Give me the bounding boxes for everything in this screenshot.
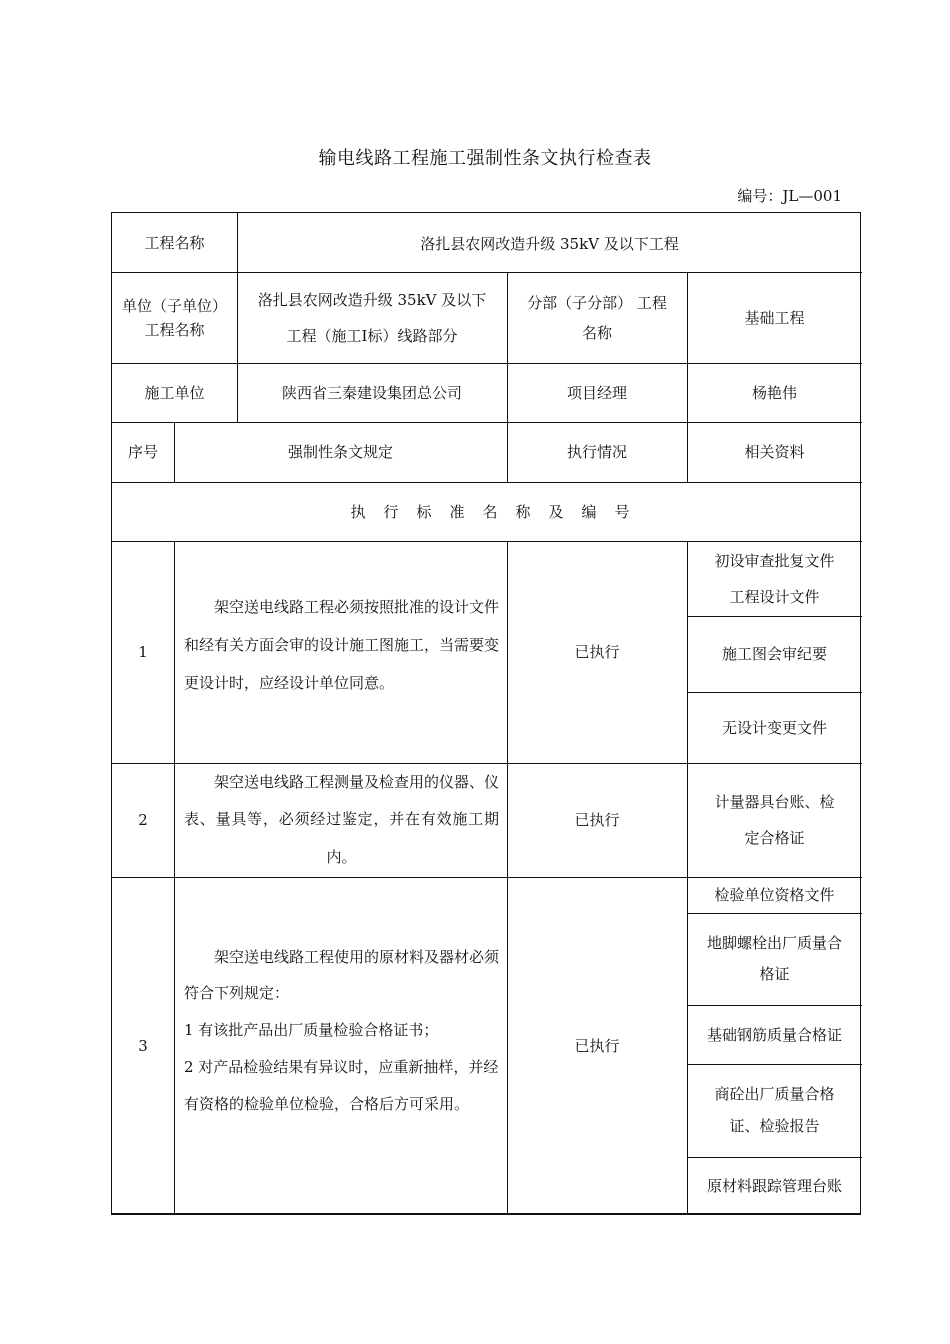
unit-label bbox=[112, 272, 237, 363]
row2-doc-1: 计量器具台账、检定合格证 bbox=[714, 793, 835, 847]
row2-rule-text: 架空送电线路工程测量及检查用的仪器、仪表、量具等，必须经过鉴定，并在有效施工期内。 bbox=[184, 772, 500, 866]
row3-rule-intro: 架空送电线路工程使用的原材料及器材必须符合下列规定： bbox=[184, 947, 500, 1003]
project-name-label: 工程名称 bbox=[144, 234, 205, 252]
row3-rule-item1: 1 有该批产品出厂质量检验合格证书； bbox=[184, 1021, 439, 1040]
row3-status: 已执行 bbox=[574, 1036, 620, 1055]
inspection-table bbox=[111, 212, 861, 1215]
unit-value-line2: 工程（施工Ⅰ标）线路部分 bbox=[286, 326, 458, 345]
row2-seq: 2 bbox=[138, 811, 148, 829]
subproject-label bbox=[507, 272, 687, 363]
subproject-label-line2: 名称 bbox=[581, 323, 612, 342]
row3-doc-3: 基础钢筋质量合格证 bbox=[706, 1025, 842, 1044]
project-name-value: 洛扎县农网改造升级 35kV 及以下工程 bbox=[420, 235, 679, 253]
standard-name-row: 执行标准名称及编号 bbox=[350, 502, 648, 521]
subproject-label-line1: 分部（子分部） 工程 bbox=[527, 293, 667, 312]
row3-rule bbox=[174, 877, 507, 1214]
row3-rule-item2: 2 对产品检验结果有异议时，应重新抽样，并经有资格的检验单位检验，合格后方可采用。 bbox=[184, 1057, 499, 1113]
row1-doc-4: 无设计变更文件 bbox=[721, 718, 827, 737]
pm-label: 项目经理 bbox=[566, 383, 627, 402]
page-title: 输电线路工程施工强制性条文执行检查表 bbox=[318, 148, 652, 169]
row1-rule-text: 架空送电线路工程必须按照批准的设计文件和经有关方面会审的设计施工图施工，当需要变更设计时，应经设计单位同意。 bbox=[184, 597, 500, 693]
row3-doc-1: 检验单位资格文件 bbox=[714, 886, 835, 904]
col-header-seq: 序号 bbox=[127, 443, 158, 461]
contractor-label: 施工单位 bbox=[144, 383, 205, 402]
row3-doc-4: 商砼出厂质量合格证、检验报告 bbox=[714, 1085, 835, 1135]
row1-rule bbox=[174, 541, 507, 763]
row1-status: 已执行 bbox=[574, 643, 620, 661]
row1-doc-2: 工程设计文件 bbox=[729, 587, 820, 606]
col-header-docs: 相关资料 bbox=[744, 443, 805, 461]
row2-rule bbox=[174, 763, 507, 877]
document-number: 编号：JL—001 bbox=[737, 187, 842, 205]
col-header-rule: 强制性条文规定 bbox=[287, 443, 393, 461]
row2-status: 已执行 bbox=[574, 811, 620, 829]
row1-doc-1: 初设审查批复文件 bbox=[714, 551, 835, 570]
unit-value bbox=[237, 272, 507, 363]
row3-doc-2: 地脚螺栓出厂质量合格证 bbox=[706, 933, 842, 983]
row3-seq: 3 bbox=[138, 1036, 148, 1055]
row1-seq: 1 bbox=[138, 643, 148, 661]
contractor-value: 陕西省三秦建设集团总公司 bbox=[281, 383, 462, 402]
row1-doc-3: 施工图会审纪要 bbox=[721, 645, 827, 663]
subproject-value: 基础工程 bbox=[744, 308, 805, 327]
unit-label-line1: 单位（子单位） bbox=[121, 296, 227, 315]
col-header-status: 执行情况 bbox=[566, 443, 627, 461]
row1-doc-design bbox=[687, 541, 862, 616]
unit-label-line2: 工程名称 bbox=[144, 320, 205, 339]
pm-value: 杨艳伟 bbox=[751, 383, 797, 402]
unit-value-line1: 洛扎县农网改造升级 35kV 及以下 bbox=[257, 290, 487, 309]
row3-doc-5: 原材料跟踪管理台账 bbox=[706, 1176, 842, 1195]
